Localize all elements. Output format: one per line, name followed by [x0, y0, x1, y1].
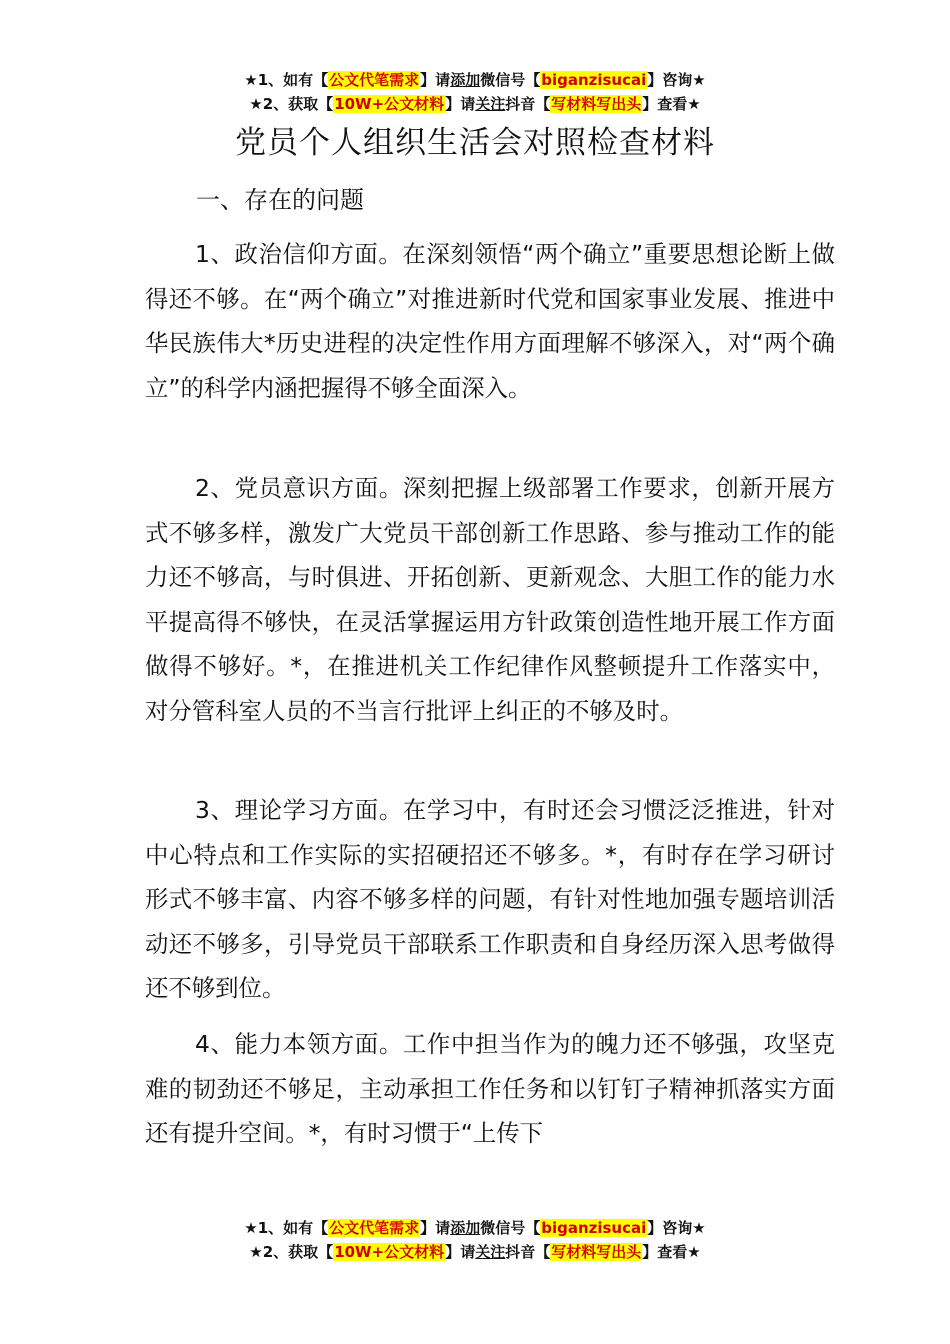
banner-text: ★1、如有【: [244, 71, 329, 89]
banner-text: 微信号【: [480, 1219, 541, 1237]
banner-text: ★1、如有【: [244, 1219, 329, 1237]
paragraph-theory-study: 3、理论学习方面。在学习中，有时还会习惯泛泛推进，针对中心特点和工作实际的实招硬招还不够多。*，有时存在学习研讨形式不够丰富、内容不够多样的问题，有针对性地加强专题培训活动还不够多，引导党员干部联系工作职责和自身经历深入思考做得还不够到位。: [145, 796, 835, 1002]
footer-banner-line-2: [0, 1240, 950, 1264]
highlight-wechat-id: biganzisucai: [541, 71, 647, 89]
banner-text: ★2、获取【: [249, 95, 334, 113]
highlight-materials-offer: 10W+公文材料: [334, 95, 445, 113]
banner-underlined-text: 关注: [475, 95, 506, 113]
section-heading: 一、存在的问题: [196, 186, 364, 214]
banner-text: 抖音【: [505, 95, 551, 113]
footer-banner: [0, 1216, 950, 1264]
header-banner: [0, 68, 950, 116]
highlight-douyin-account: 写材料写出头: [551, 1243, 642, 1261]
paragraph-party-awareness: 2、党员意识方面。深刻把握上级部署工作要求，创新开展方式不够多样，激发广大党员干部创新工作思路、参与推动工作的能力还不够高，与时俱进、开拓创新、更新观念、大胆工作的能力水平提高得不够快，在灵活掌握运用方针政策创造性地开展工作方面做得不够好。*，在推进机关工作纪律作风整顿提升工作落实中，对分管科室人员的不当言行批评上纠正的不够及时。: [145, 474, 835, 725]
banner-text: 】咨询★: [647, 71, 706, 89]
banner-text: 】咨询★: [647, 1219, 706, 1237]
banner-text: 】请: [445, 95, 476, 113]
paragraph-political-belief: 1、政治信仰方面。在深刻领悟“两个确立”重要思想论断上做得还不够。在“两个确立”对推进新时代党和国家事业发展、推进中华民族伟大*历史进程的决定性作用方面理解不够深入，对“两个确立”的科学内涵把握得不够全面深入。: [145, 240, 835, 402]
highlight-materials-offer: 10W+公文材料: [334, 1243, 445, 1261]
document-title: 党员个人组织生活会对照检查材料: [235, 125, 715, 161]
highlight-ghostwriting-service: 公文代笔需求: [329, 71, 420, 89]
footer-banner-line-1: [0, 1216, 950, 1240]
banner-underlined-text: 添加: [450, 71, 481, 89]
banner-underlined-text: 添加: [450, 1219, 481, 1237]
highlight-wechat-id: biganzisucai: [541, 1219, 647, 1237]
banner-text: 】查看★: [642, 95, 701, 113]
banner-text: 微信号【: [480, 71, 541, 89]
banner-underlined-text: 关注: [475, 1243, 506, 1261]
banner-text: 】请: [420, 1219, 451, 1237]
banner-text: ★2、获取【: [249, 1243, 334, 1261]
highlight-douyin-account: 写材料写出头: [551, 95, 642, 113]
highlight-ghostwriting-service: 公文代笔需求: [329, 1219, 420, 1237]
header-banner-line-1: [0, 68, 950, 92]
header-banner-line-2: [0, 92, 950, 116]
paragraph-capability: 4、能力本领方面。工作中担当作为的魄力还不够强，攻坚克难的韧劲还不够足，主动承担工作任务和以钉钉子精神抓落实方面还有提升空间。*，有时习惯于“上传下: [145, 1030, 835, 1147]
banner-text: 】请: [420, 71, 451, 89]
banner-text: 】请: [445, 1243, 476, 1261]
banner-text: 抖音【: [505, 1243, 551, 1261]
banner-text: 】查看★: [642, 1243, 701, 1261]
